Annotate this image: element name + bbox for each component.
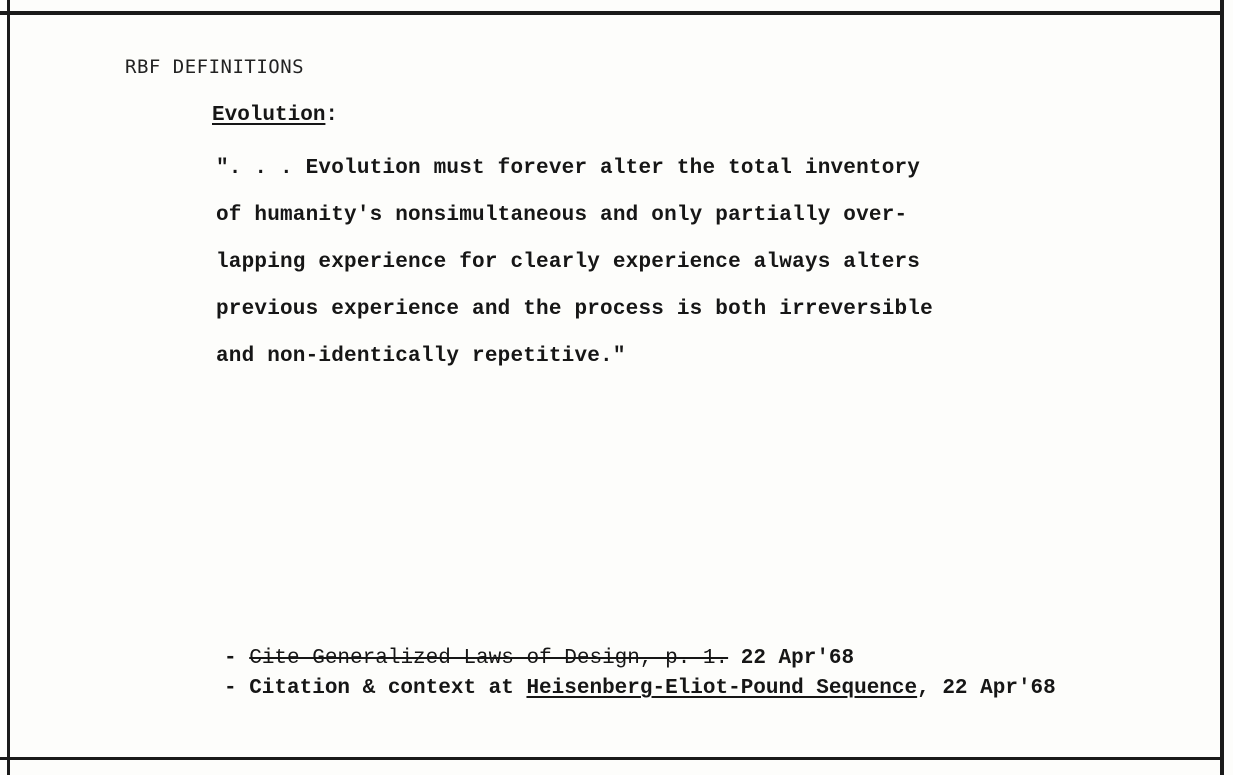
card-border-right <box>1220 0 1224 775</box>
card-border-top <box>0 11 1224 15</box>
quote-line: lapping experience for clearly experience always alters <box>216 251 921 274</box>
card-border-left <box>7 0 10 775</box>
struck-citation: Cite Generalized Laws of Design, p. 1. <box>249 647 729 670</box>
note-dash: - <box>224 647 250 670</box>
term-colon: : <box>325 104 339 127</box>
quote-line: of humanity's nonsimultaneous and only partially over- <box>216 204 908 227</box>
citation-note-struck <box>224 647 854 670</box>
definition-term <box>212 104 338 127</box>
note-prefix: - Citation & context at <box>224 677 527 700</box>
definition-quote <box>216 145 1096 380</box>
quote-line: previous experience and the process is both irreversible <box>216 298 933 321</box>
quote-line: and non-identically repetitive." <box>216 345 626 368</box>
note-date: 22 Apr'68 <box>728 647 855 670</box>
term-label: Evolution <box>212 104 326 127</box>
card-heading: RBF DEFINITIONS <box>125 56 305 78</box>
card-border-bottom <box>0 757 1224 760</box>
citation-note-context <box>224 677 1056 700</box>
quote-line: ". . . Evolution must forever alter the total inventory <box>216 157 921 180</box>
sequence-link[interactable]: Heisenberg-Eliot-Pound Sequence <box>526 677 918 700</box>
note-suffix: , 22 Apr'68 <box>917 677 1056 700</box>
